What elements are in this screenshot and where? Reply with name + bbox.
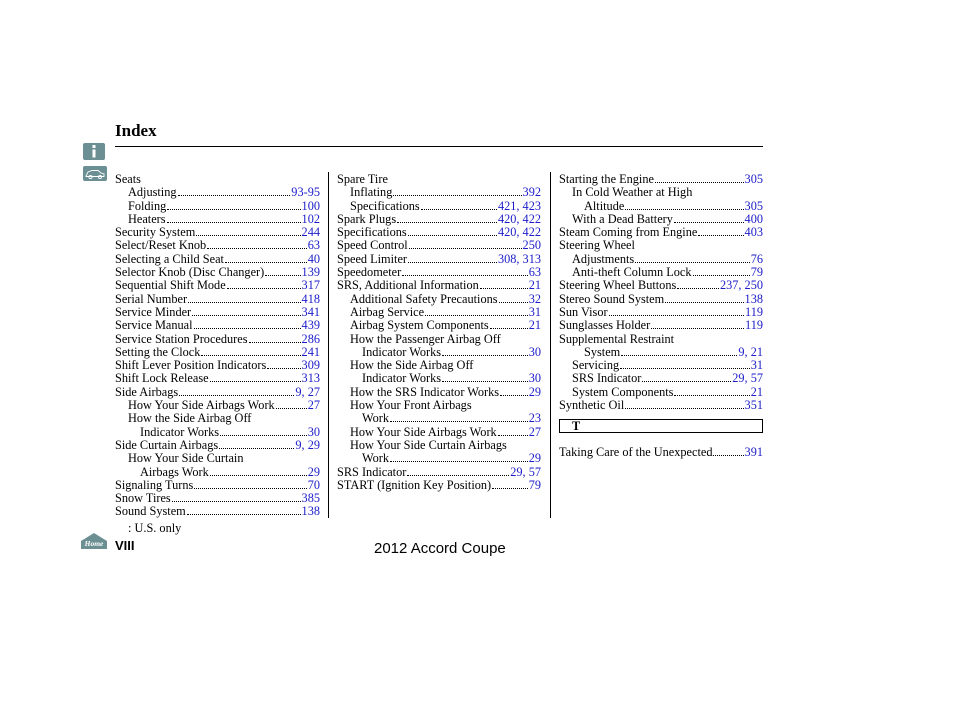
index-column-2 [337, 173, 541, 492]
entry-label: Indicator Works [140, 424, 220, 439]
index-entry [337, 173, 541, 186]
index-entry[interactable] [115, 359, 320, 372]
index-entry [115, 452, 320, 465]
page-link[interactable]: 138 [301, 504, 320, 519]
entry-label: Setting the Clock [115, 344, 201, 359]
entry-label: Heaters [128, 211, 166, 226]
entry-label: Specifications [350, 198, 420, 213]
page-link[interactable]: 241 [301, 344, 320, 359]
dot-leader [421, 200, 497, 210]
index-entry[interactable] [337, 346, 541, 359]
dot-leader [225, 253, 307, 263]
index-entry[interactable] [337, 186, 541, 199]
index-entry[interactable] [559, 446, 763, 459]
index-entry[interactable] [559, 399, 763, 412]
dot-leader [498, 426, 528, 436]
entry-label: Work [362, 451, 390, 466]
dot-leader [267, 359, 300, 369]
title-divider [115, 146, 763, 147]
entry-label: How Your Side Curtain [128, 451, 244, 466]
index-column-3-entries [559, 173, 763, 412]
dot-leader [642, 372, 731, 382]
entry-label: Specifications [337, 225, 407, 240]
index-entry[interactable] [337, 466, 541, 479]
entry-label: Stereo Sound System [559, 291, 665, 306]
entry-label: Adjusting [128, 185, 177, 200]
dot-leader [207, 239, 307, 249]
index-entry[interactable] [337, 319, 541, 332]
index-entry[interactable] [115, 186, 320, 199]
dot-leader [407, 466, 509, 476]
page-link[interactable]: 100 [301, 198, 320, 213]
page-link[interactable]: 9, 27 [295, 384, 320, 399]
page-link[interactable]: 29, 57 [732, 371, 763, 386]
index-entry[interactable] [337, 213, 541, 226]
page-link[interactable]: 309 [301, 358, 320, 373]
entry-label: Selecting a Child Seat [115, 251, 224, 266]
dot-leader [621, 346, 737, 356]
entry-label: Sound System [115, 504, 186, 519]
home-label: Home [84, 539, 104, 548]
index-entry [559, 333, 763, 346]
index-entry[interactable] [337, 253, 541, 266]
page-link[interactable]: 421, 423 [497, 198, 541, 213]
dot-leader [187, 505, 301, 515]
entry-label: Service Minder [115, 304, 192, 319]
page-link[interactable]: 9, 29 [295, 437, 320, 452]
page-link[interactable]: 30 [528, 371, 541, 386]
dot-leader [393, 186, 521, 196]
index-entry[interactable] [115, 372, 320, 385]
entry-label: Seats [115, 172, 141, 186]
entry-label: Supplemental Restraint [559, 331, 675, 346]
index-entry[interactable] [559, 213, 763, 226]
entry-label: Signaling Turns [115, 477, 194, 492]
dot-leader [442, 372, 528, 382]
entry-label: Service Station Procedures [115, 331, 248, 346]
dot-leader [408, 226, 497, 236]
page-link[interactable]: 439 [301, 318, 320, 333]
index-entry [337, 359, 541, 372]
index-entry[interactable] [115, 213, 320, 226]
dot-leader [625, 399, 743, 409]
dot-leader [651, 319, 744, 329]
index-entry[interactable] [337, 372, 541, 385]
page-link[interactable]: 32 [528, 291, 541, 306]
index-entry [559, 186, 763, 199]
dot-leader [227, 279, 301, 289]
entry-label: Airbags Work [140, 464, 209, 479]
entry-label: In Cold Weather at High [572, 185, 693, 200]
entry-label: How Your Front Airbags [350, 398, 472, 413]
index-entry[interactable] [559, 359, 763, 372]
page-link[interactable]: 79 [750, 265, 763, 280]
entry-label: How the Passenger Airbag Off [350, 331, 501, 346]
page-link[interactable]: 30 [528, 344, 541, 359]
dot-leader [409, 239, 522, 249]
index-entry[interactable] [337, 386, 541, 399]
entry-label: How Your Side Curtain Airbags [350, 437, 507, 452]
index-entry [337, 399, 541, 412]
dot-leader [219, 439, 294, 449]
page-link[interactable]: 305 [744, 172, 763, 186]
dot-leader [265, 266, 300, 276]
dot-leader [677, 279, 719, 289]
index-entry [337, 439, 541, 452]
entry-label: Shift Lock Release [115, 371, 209, 386]
dot-leader [397, 213, 497, 223]
page-link[interactable]: 317 [301, 278, 320, 293]
entry-label: Indicator Works [362, 371, 442, 386]
index-entry[interactable] [115, 200, 320, 213]
index-entry[interactable] [337, 306, 541, 319]
column-divider [550, 172, 551, 518]
index-entry[interactable] [115, 426, 320, 439]
page-link[interactable]: 237, 250 [719, 278, 763, 293]
page-link[interactable]: 420, 422 [497, 225, 541, 240]
dot-leader [442, 346, 528, 356]
page-link[interactable]: 403 [744, 225, 763, 240]
dot-leader [655, 173, 744, 183]
entry-label: Spare Tire [337, 172, 388, 186]
index-entry[interactable] [115, 399, 320, 412]
entry-label: Synthetic Oil [559, 398, 625, 413]
page-link[interactable]: 244 [301, 225, 320, 240]
index-entry[interactable] [115, 253, 320, 266]
entry-label: Speed Control [337, 238, 408, 253]
info-icon [83, 143, 105, 160]
dot-leader [194, 319, 301, 329]
entry-label: Airbag System Components [350, 318, 489, 333]
page-link[interactable]: 40 [307, 251, 320, 266]
entry-label: Shift Lever Position Indicators [115, 358, 267, 373]
index-entry[interactable] [337, 426, 541, 439]
car-tab[interactable] [83, 166, 107, 181]
entry-label: Select/Reset Knob [115, 238, 207, 253]
dot-leader [210, 372, 301, 382]
dot-leader [192, 306, 300, 316]
index-entry [559, 239, 763, 252]
entry-label: Servicing [572, 358, 620, 373]
page-link[interactable]: 30 [307, 424, 320, 439]
page-link[interactable]: 79 [528, 477, 541, 492]
dot-leader [201, 346, 300, 356]
index-entry[interactable] [559, 293, 763, 306]
dot-leader [249, 333, 301, 343]
index-entry[interactable] [115, 293, 320, 306]
entry-label: Spark Plugs [337, 211, 397, 226]
dot-leader [693, 266, 750, 276]
index-entry[interactable] [337, 479, 541, 492]
index-entry[interactable] [559, 226, 763, 239]
car-icon [83, 166, 107, 181]
page-link[interactable]: 21 [528, 278, 541, 293]
page-link[interactable]: 286 [301, 331, 320, 346]
dot-leader [609, 306, 744, 316]
page-title: Index [115, 121, 157, 140]
dot-leader [625, 200, 743, 210]
dot-leader [490, 319, 528, 329]
entry-label: System [584, 344, 621, 359]
entry-label: Serial Number [115, 291, 188, 306]
page-link[interactable]: 385 [301, 491, 320, 506]
entry-label: SRS Indicator [337, 464, 407, 479]
index-entry[interactable] [559, 200, 763, 213]
page-link[interactable]: 420, 422 [497, 211, 541, 226]
entry-label: Security System [115, 225, 196, 240]
page-link[interactable]: 31 [528, 304, 541, 319]
section-letter-header [559, 419, 763, 433]
index-entry[interactable] [115, 346, 320, 359]
page-link[interactable]: 400 [744, 211, 763, 226]
entry-label: Selector Knob (Disc Changer) [115, 265, 265, 280]
index-entry[interactable] [337, 412, 541, 425]
index-entry[interactable] [559, 319, 763, 332]
page-link[interactable]: 76 [750, 251, 763, 266]
index-entry[interactable] [559, 279, 763, 292]
index-entry[interactable] [559, 253, 763, 266]
index-entry[interactable] [337, 452, 541, 465]
index-entry[interactable] [115, 479, 320, 492]
dot-leader [220, 426, 307, 436]
dot-leader [635, 253, 750, 263]
index-entry[interactable] [115, 505, 320, 518]
page-link[interactable]: 341 [301, 304, 320, 319]
document-title: 2012 Accord Coupe [374, 540, 506, 557]
dot-leader [390, 452, 528, 462]
page-link[interactable]: 308, 313 [497, 251, 541, 266]
entry-label: Side Curtain Airbags [115, 437, 219, 452]
entry-label: Starting the Engine [559, 172, 654, 186]
dot-leader [480, 279, 528, 289]
page-link[interactable]: 305 [744, 198, 763, 213]
page-link[interactable]: 23 [528, 411, 541, 426]
dot-leader [172, 492, 301, 502]
index-entry[interactable] [559, 346, 763, 359]
dot-leader [620, 359, 750, 369]
section-letter: T [572, 419, 581, 434]
dot-leader [674, 213, 744, 223]
dot-leader [500, 386, 528, 396]
index-column-3 [559, 173, 763, 460]
index-entry[interactable] [559, 173, 763, 186]
dot-leader [492, 479, 528, 489]
dot-leader [698, 226, 743, 236]
entry-label: How the Side Airbag Off [350, 358, 474, 373]
entry-label: Steam Coming from Engine [559, 225, 698, 240]
index-entry[interactable] [337, 239, 541, 252]
entry-label: Inflating [350, 185, 393, 200]
index-entry[interactable] [115, 333, 320, 346]
page-link[interactable]: 139 [301, 265, 320, 280]
index-entry[interactable] [115, 439, 320, 452]
dot-leader [188, 293, 300, 303]
info-tab[interactable] [83, 143, 105, 160]
page-link[interactable]: 29 [307, 464, 320, 479]
page-link[interactable]: 418 [301, 291, 320, 306]
entry-label: How the SRS Indicator Works [350, 384, 500, 399]
page-link[interactable]: 29, 57 [510, 464, 541, 479]
index-entry[interactable] [115, 466, 320, 479]
entry-label: Speed Limiter [337, 251, 408, 266]
page-link[interactable]: 102 [301, 211, 320, 226]
index-entry[interactable] [559, 306, 763, 319]
page-link[interactable]: 9, 21 [738, 344, 763, 359]
entry-label: Steering Wheel [559, 238, 635, 253]
entry-label: Folding [128, 198, 167, 213]
page-link[interactable]: 392 [522, 185, 541, 200]
dot-leader [674, 386, 749, 396]
page-link[interactable]: 119 [745, 304, 763, 319]
column-divider [328, 172, 329, 518]
entry-label: With a Dead Battery [572, 211, 673, 226]
entry-label: START (Ignition Key Position) [337, 477, 492, 492]
dot-leader [408, 253, 497, 263]
entry-label: Side Airbags [115, 384, 179, 399]
index-entry[interactable] [559, 372, 763, 385]
home-icon [80, 532, 108, 550]
index-entry [115, 173, 320, 186]
dot-leader [178, 186, 291, 196]
dot-leader [390, 412, 528, 422]
dot-leader [179, 386, 294, 396]
page-link[interactable]: 21 [528, 318, 541, 333]
page-link[interactable]: 93-95 [291, 185, 320, 200]
entry-label: Additional Safety Precautions [350, 291, 498, 306]
page-link[interactable]: 119 [745, 318, 763, 333]
index-entry[interactable] [337, 200, 541, 213]
entry-label: Sequential Shift Mode [115, 278, 226, 293]
index-entry[interactable] [337, 266, 541, 279]
dot-leader [167, 213, 301, 223]
entry-label: Anti-theft Column Lock [572, 265, 692, 280]
entry-label: Snow Tires [115, 491, 171, 506]
index-entry[interactable] [337, 293, 541, 306]
page-link[interactable]: 138 [744, 291, 763, 306]
entry-label: Speedometer [337, 265, 402, 280]
page-link[interactable]: 27 [528, 424, 541, 439]
dot-leader [665, 293, 743, 303]
index-entry[interactable] [115, 239, 320, 252]
index-entry[interactable] [337, 226, 541, 239]
dot-leader [210, 466, 307, 476]
dot-leader [713, 446, 743, 456]
index-entry[interactable] [115, 306, 320, 319]
page-link[interactable]: 63 [528, 265, 541, 280]
dot-leader [499, 293, 528, 303]
page-link[interactable]: 31 [750, 358, 763, 373]
page-link[interactable]: 29 [528, 384, 541, 399]
page-link[interactable]: 29 [528, 451, 541, 466]
home-button[interactable] [80, 532, 108, 555]
entry-label: SRS Indicator [572, 371, 642, 386]
index-entry[interactable] [337, 279, 541, 292]
index-entry[interactable] [115, 492, 320, 505]
page-link[interactable]: 313 [301, 371, 320, 386]
dot-leader [167, 200, 300, 210]
index-entry[interactable] [115, 386, 320, 399]
entry-label: How the Side Airbag Off [128, 411, 252, 426]
entry-label: Airbag Service [350, 304, 425, 319]
index-entry[interactable] [115, 319, 320, 332]
index-entry[interactable] [115, 226, 320, 239]
page-link[interactable]: 27 [307, 398, 320, 413]
entry-label: Service Manual [115, 318, 193, 333]
dot-leader [276, 399, 307, 409]
page-link[interactable]: 351 [744, 398, 763, 413]
entry-label: SRS, Additional Information [337, 278, 479, 293]
index-entry[interactable] [115, 279, 320, 292]
page-link[interactable]: 21 [750, 384, 763, 399]
index-entry [337, 333, 541, 346]
entry-label: Work [362, 411, 390, 426]
entry-label: Indicator Works [362, 344, 442, 359]
entry-label: How Your Side Airbags Work [128, 398, 275, 413]
entry-label: How Your Side Airbags Work [350, 424, 497, 439]
entry-label: Adjustments [572, 251, 635, 266]
index-entry [115, 412, 320, 425]
entry-label: Steering Wheel Buttons [559, 278, 677, 293]
dot-leader [402, 266, 528, 276]
dot-leader [425, 306, 528, 316]
page-link[interactable]: 70 [307, 477, 320, 492]
entry-label: System Components [572, 384, 674, 399]
index-entry[interactable] [115, 266, 320, 279]
index-entry[interactable] [559, 266, 763, 279]
page-number: VIII [115, 538, 135, 553]
dot-leader [196, 226, 300, 236]
page-link[interactable]: 63 [307, 238, 320, 253]
dot-leader [194, 479, 306, 489]
footnote: : U.S. only [128, 521, 182, 535]
entry-label: Taking Care of the Unexpected [559, 445, 713, 460]
entry-label: Sun Visor [559, 304, 608, 319]
index-entry[interactable] [559, 386, 763, 399]
entry-label: Altitude [584, 198, 625, 213]
entry-label: Sunglasses Holder [559, 318, 651, 333]
section-t-entries [559, 446, 763, 459]
index-column-1 [115, 173, 320, 519]
page-link[interactable]: 391 [744, 445, 763, 460]
page-link[interactable]: 250 [522, 238, 541, 253]
